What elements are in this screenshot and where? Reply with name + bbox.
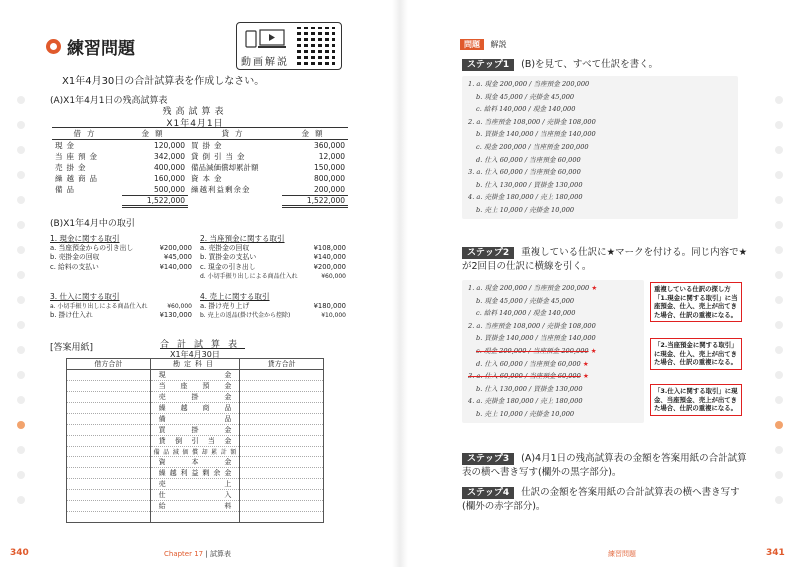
- step-4: [462, 486, 750, 514]
- account-cell: 備品減価償却累計額: [150, 447, 240, 457]
- entry-line: c. 給料 140,000 / 現金 140,000: [476, 105, 576, 114]
- cell: 12,000: [318, 152, 345, 161]
- paw-icon: [17, 496, 25, 504]
- table-row: [52, 140, 348, 152]
- credit-cell[interactable]: [240, 370, 324, 381]
- entry-line: b. 売上 10,000 / 売掛金 10,000: [476, 409, 575, 418]
- entry-line: c. 給料 140,000 / 現金 140,000: [476, 309, 576, 318]
- col-amount: 金額: [282, 128, 348, 140]
- entry-line: d. 仕入 60,000 / 当座預金 60,000: [476, 155, 581, 164]
- paw-icon: [17, 221, 25, 229]
- step-text: (A)4月1日の残高試算表の金額を答案用紙の合計試算表の横へ書き写す(欄外の黒字部分)。: [462, 453, 747, 478]
- group-heading: 1. 現金に関する取引: [50, 234, 120, 243]
- transaction-group-2: [200, 234, 346, 282]
- paw-icon: [775, 371, 783, 379]
- entry-line: b. 売上 10,000 / 売掛金 10,000: [476, 205, 575, 214]
- cell: 備品: [55, 185, 78, 194]
- credit-cell[interactable]: [240, 468, 324, 479]
- section-b-heading: (B)X1年4月中の取引: [50, 219, 135, 229]
- entry-line: b. 現金 45,000 / 売掛金 45,000: [476, 296, 575, 305]
- col-account: 勘定科目: [150, 359, 240, 370]
- debit-cell[interactable]: [67, 403, 151, 414]
- entry-line: 1. a. 現金 200,000 / 当座預金 200,000: [468, 80, 590, 88]
- account-cell: 貸倒引当金: [150, 436, 240, 447]
- opening-trial-balance: [52, 127, 348, 208]
- table-row: [52, 173, 348, 184]
- credit-cell[interactable]: [240, 490, 324, 501]
- item-amount: ¥10,000: [321, 312, 346, 319]
- entry-line: 4. a. 売掛金 180,000 / 売上 180,000: [468, 397, 583, 406]
- video-qr-box[interactable]: [236, 22, 342, 70]
- answer-sheet-label: [答案用紙]: [50, 343, 94, 353]
- item-label: a. 売掛金の回収: [200, 243, 250, 252]
- account-cell: 給料: [150, 501, 240, 512]
- entry-line: b. 仕入 130,000 / 買掛金 130,000: [476, 384, 583, 393]
- credit-cell[interactable]: [240, 479, 324, 490]
- account-cell: 繰越利益剰余金: [150, 468, 240, 479]
- list-item: [50, 244, 192, 254]
- list-item: [50, 253, 192, 263]
- item-label: a. 掛け売り上げ: [200, 301, 250, 310]
- paw-icon: [775, 471, 783, 479]
- table-row: [67, 425, 324, 436]
- total-cell: 1,522,000: [282, 195, 348, 206]
- debit-cell[interactable]: [67, 468, 151, 479]
- entry-line: 2. a. 当座預金 108,000 / 売掛金 108,000: [468, 117, 596, 126]
- credit-cell[interactable]: [240, 457, 324, 468]
- paw-icon: [775, 446, 783, 454]
- answer-title: 合計試算表: [160, 340, 246, 350]
- item-label: b. 掛け仕入れ: [50, 311, 93, 319]
- section-a-heading: (A)X1年4月1日の残高試算表: [50, 96, 168, 106]
- step-text: 仕訳の金額を答案用紙の合計試算表の横へ書き写す(欄外の赤字部分)。: [462, 487, 740, 512]
- list-item: [50, 302, 192, 312]
- table-row: [67, 501, 324, 512]
- table-row: [52, 151, 348, 162]
- entry-line: d. 仕入 60,000 / 当座預金 60,000 ★: [476, 359, 589, 368]
- instruction-text: X1年4月30日の合計試算表を作成しなさい。: [62, 76, 265, 87]
- item-label: b. 売上の返品(掛け代金から控除): [200, 312, 291, 319]
- page-number: 340: [10, 548, 29, 558]
- entry-line-struck: c. 現金 200,000 / 当座預金 200,000 ★: [476, 346, 597, 355]
- cell: 繰越利益剰余金: [191, 185, 251, 194]
- page-number: 341: [766, 548, 785, 558]
- entry-line: 1. a. 現金 200,000 / 当座預金 200,000 ★: [468, 284, 598, 292]
- debit-cell[interactable]: [67, 447, 151, 457]
- table-row: [67, 392, 324, 403]
- table-row: [67, 468, 324, 479]
- video-device-icon: [245, 29, 293, 49]
- cell: 800,000: [313, 174, 345, 183]
- step-badge: ステップ2: [462, 247, 514, 259]
- cell: 360,000: [313, 141, 345, 150]
- paw-icon: [775, 396, 783, 404]
- account-cell: 備品: [150, 414, 240, 425]
- list-item: [200, 272, 346, 282]
- explanation-tag: 解説: [490, 40, 507, 49]
- entry-line: b. 買掛金 140,000 / 当座預金 140,000: [476, 130, 596, 139]
- handwritten-entries-1: [462, 76, 738, 219]
- table-row: [67, 381, 324, 392]
- item-amount: ¥108,000: [313, 243, 346, 252]
- debit-cell[interactable]: [67, 457, 151, 468]
- paw-icon: [17, 296, 25, 304]
- list-item: [200, 263, 346, 273]
- star-mark-icon: ★: [591, 284, 598, 292]
- entry-line: c. 現金 200,000 / 当座預金 200,000: [476, 142, 589, 151]
- cell: 200,000: [282, 184, 348, 195]
- right-page: [400, 0, 800, 567]
- total-cell: 1,522,000: [122, 195, 188, 206]
- cell: 売掛金: [55, 163, 90, 172]
- page-title: [46, 34, 135, 59]
- debit-cell[interactable]: [67, 381, 151, 392]
- trial-balance-title: 残高試算表: [162, 107, 228, 117]
- paw-icon: [17, 471, 25, 479]
- video-label: 動画解説: [241, 57, 289, 68]
- credit-cell[interactable]: [240, 501, 324, 512]
- account-cell: [150, 512, 240, 522]
- cell: 資本金: [191, 174, 226, 183]
- debit-cell[interactable]: [67, 501, 151, 512]
- star-mark-icon: ★: [590, 346, 597, 355]
- table-row: [52, 162, 348, 173]
- note-callout-3: 「3.仕入に関する取引」に現金、当座預金、売上が出てきた場合、仕訳の重複になる。: [650, 384, 742, 416]
- table-row: [67, 479, 324, 490]
- list-item: [200, 311, 346, 321]
- cell: [188, 195, 282, 206]
- item-amount: ¥45,000: [163, 253, 192, 261]
- list-item: [200, 253, 346, 263]
- account-cell: 当座預金: [150, 381, 240, 392]
- entry-line: 2. a. 当座預金 108,000 / 売掛金 108,000: [468, 321, 596, 330]
- item-label: d. 小切手振り出しによる商品仕入れ: [200, 273, 298, 280]
- paw-icon: [775, 121, 783, 129]
- paw-icon: [17, 446, 25, 454]
- entry-line: b. 現金 45,000 / 売掛金 45,000: [476, 92, 575, 101]
- step-badge: ステップ4: [462, 487, 514, 499]
- list-item: [50, 311, 192, 321]
- item-label: a. 小切手振り出しによる商品仕入れ: [50, 302, 148, 310]
- table-row: [67, 457, 324, 468]
- entry-line: b. 仕入 130,000 / 買掛金 130,000: [476, 180, 583, 189]
- table-row: [52, 184, 348, 195]
- cell: 現金: [55, 141, 78, 150]
- transaction-group-4: [200, 292, 346, 321]
- footer-label: 練習問題: [608, 550, 636, 558]
- paw-index-left: [14, 96, 28, 521]
- item-amount: ¥60,000: [321, 273, 346, 280]
- account-cell: 買掛金: [150, 425, 240, 436]
- table-row: [67, 490, 324, 501]
- account-cell: 現金: [150, 370, 240, 381]
- paw-icon: [17, 271, 25, 279]
- entry-line: b. 買掛金 140,000 / 当座預金 140,000: [476, 334, 596, 343]
- paw-icon: [17, 246, 25, 254]
- account-cell: 売掛金: [150, 392, 240, 403]
- paw-icon: [775, 171, 783, 179]
- cell: [52, 195, 122, 206]
- star-mark-icon: ★: [582, 359, 589, 368]
- answer-date: X1年4月30日: [170, 350, 220, 359]
- group-heading: 3. 仕入に関する取引: [50, 292, 120, 301]
- entry-line: 4. a. 売掛金 180,000 / 売上 180,000: [468, 193, 583, 202]
- entry-line: 3. a. 仕入 60,000 / 当座預金 60,000: [468, 168, 581, 177]
- trial-balance-date: X1年4月1日: [166, 119, 224, 129]
- paw-icon: [775, 146, 783, 154]
- entry-line-struck: 3. a. 仕入 60,000 / 当座預金 60,000 ★: [468, 372, 589, 381]
- cell: 400,000: [153, 163, 185, 172]
- transaction-group-1: [50, 234, 192, 272]
- cell: 342,000: [153, 152, 185, 161]
- answer-trial-balance: [66, 358, 324, 523]
- paw-icon: [17, 196, 25, 204]
- credit-cell[interactable]: [240, 381, 324, 392]
- step-badge: ステップ3: [462, 453, 514, 465]
- paw-icon: [775, 321, 783, 329]
- paw-icon: [17, 96, 25, 104]
- chapter-number: Chapter 17: [164, 550, 204, 558]
- credit-cell[interactable]: [240, 436, 324, 447]
- item-label: b. 売掛金の回収: [50, 253, 100, 261]
- credit-cell[interactable]: [240, 392, 324, 403]
- col-credit-total: 貸方合計: [240, 359, 324, 370]
- credit-total-cell[interactable]: [240, 512, 324, 522]
- table-row: [67, 414, 324, 425]
- paw-icon-active: [17, 421, 25, 429]
- paw-icon: [775, 271, 783, 279]
- total-row: [67, 512, 324, 522]
- note-callout-1: 重複している仕訳の探し方「1.現金に関する取引」に当座預金、仕入、売上が出てきた場合、仕訳の重複になる。: [650, 282, 742, 322]
- credit-cell[interactable]: [240, 447, 324, 457]
- paw-icon: [775, 496, 783, 504]
- item-amount: ¥180,000: [313, 301, 346, 310]
- paw-icon: [17, 146, 25, 154]
- paw-icon: [17, 396, 25, 404]
- handwritten-entries-2: [462, 280, 644, 423]
- item-amount: ¥200,000: [159, 243, 192, 252]
- debit-cell[interactable]: [67, 490, 151, 501]
- cell: 150,000: [313, 163, 345, 172]
- table-row: [67, 447, 324, 457]
- table-total-row: [52, 195, 348, 206]
- step-3: [462, 452, 750, 480]
- col-amount: 金額: [122, 128, 188, 140]
- item-label: c. 給料の支払い: [50, 262, 99, 271]
- paw-icon: [17, 121, 25, 129]
- paw-icon: [17, 321, 25, 329]
- cell: 備品減価償却累計額: [191, 163, 259, 172]
- list-item: [50, 263, 192, 273]
- col-debit-total: 借方合計: [67, 359, 151, 370]
- table-row: [67, 370, 324, 381]
- debit-cell[interactable]: [67, 414, 151, 425]
- problem-tag: 問題: [460, 39, 484, 50]
- group-heading: 4. 売上に関する取引: [200, 292, 270, 301]
- title-text: 練習問題: [67, 39, 135, 59]
- cell: 120,000: [153, 141, 185, 150]
- cell: 500,000: [122, 184, 188, 195]
- debit-cell[interactable]: [67, 370, 151, 381]
- paw-icon-active: [775, 421, 783, 429]
- item-label: a. 当座預金からの引き出し: [50, 243, 134, 252]
- debit-total-cell[interactable]: [67, 512, 151, 522]
- group-heading: 2. 当座預金に関する取引: [200, 234, 285, 243]
- cell: 繰越商品: [55, 174, 101, 183]
- paw-icon: [775, 346, 783, 354]
- account-cell: 仕入: [150, 490, 240, 501]
- paw-icon: [775, 221, 783, 229]
- chapter-footer: Chapter 17 | 試算表: [164, 550, 231, 558]
- paw-icon: [17, 171, 25, 179]
- table-row: [67, 436, 324, 447]
- item-amount: ¥60,000: [167, 302, 192, 310]
- item-amount: ¥130,000: [159, 311, 192, 319]
- account-cell: 売上: [150, 479, 240, 490]
- debit-cell[interactable]: [67, 436, 151, 447]
- item-amount: ¥140,000: [313, 253, 346, 261]
- paw-icon: [775, 196, 783, 204]
- chapter-title: 試算表: [209, 550, 231, 558]
- paw-icon: [775, 246, 783, 254]
- cell: 当座預金: [55, 152, 101, 161]
- item-amount: ¥200,000: [313, 262, 346, 271]
- credit-cell[interactable]: [240, 425, 324, 436]
- list-item: [200, 302, 346, 312]
- paw-index-right: [772, 96, 786, 521]
- item-label: b. 買掛金の支払い: [200, 253, 257, 261]
- account-cell: 資本金: [150, 457, 240, 468]
- section-tag: [460, 39, 507, 50]
- step-text: 重複している仕訳に★マークを付ける。同じ内容で★が2回目の仕訳に横線を引く。: [462, 247, 748, 272]
- circle-bullet-icon: [46, 39, 61, 54]
- item-amount: ¥140,000: [159, 262, 192, 271]
- debit-cell[interactable]: [67, 479, 151, 490]
- paw-icon: [775, 296, 783, 304]
- list-item: [200, 244, 346, 254]
- step-2: [462, 246, 750, 274]
- col-credit: 貸方: [188, 128, 282, 140]
- note-callout-2: 「2.当座預金に関する取引」に現金、仕入、売上が出てきた場合、仕訳の重複になる。: [650, 338, 742, 370]
- paw-icon: [775, 96, 783, 104]
- debit-cell[interactable]: [67, 392, 151, 403]
- credit-cell[interactable]: [240, 414, 324, 425]
- cell: 買掛金: [191, 141, 226, 150]
- step-1: [462, 58, 750, 72]
- qr-code-icon[interactable]: [297, 27, 335, 65]
- account-cell: 繰越商品: [150, 403, 240, 414]
- table-row: [67, 403, 324, 414]
- transaction-group-3: [50, 292, 192, 321]
- credit-cell[interactable]: [240, 403, 324, 414]
- cell: 貸倒引当金: [191, 152, 249, 161]
- paw-icon: [17, 371, 25, 379]
- debit-cell[interactable]: [67, 425, 151, 436]
- col-debit: 借方: [52, 128, 122, 140]
- cell: 160,000: [153, 174, 185, 183]
- paw-icon: [17, 346, 25, 354]
- star-mark-icon: ★: [582, 372, 589, 381]
- item-label: c. 現金の引き出し: [200, 262, 256, 271]
- step-text: (B)を見て、すべて仕訳を書く。: [521, 59, 658, 70]
- step-badge: ステップ1: [462, 59, 514, 71]
